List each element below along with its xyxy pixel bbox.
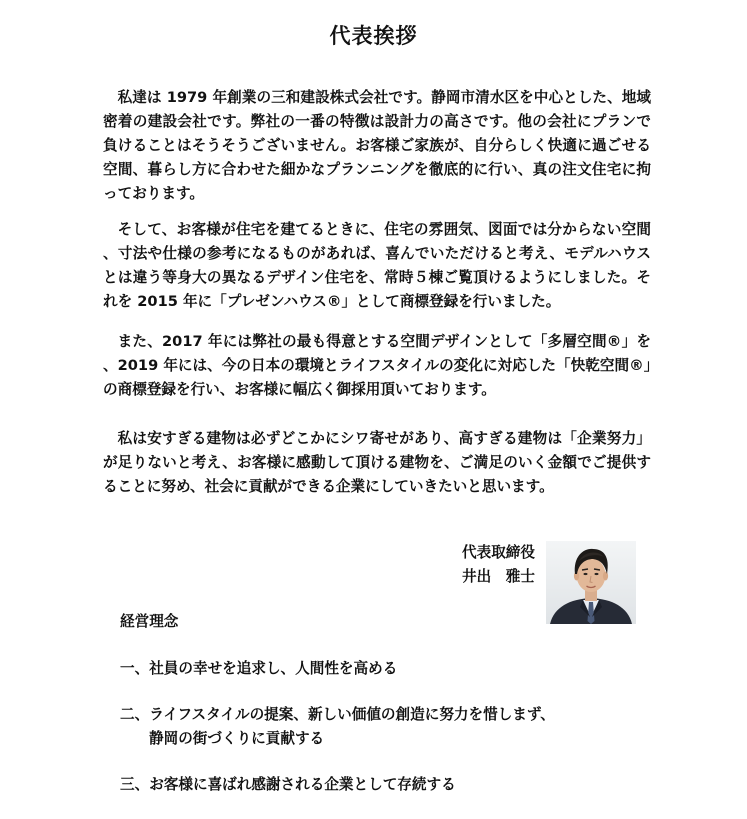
philosophy-heading: 経営理念 — [120, 613, 179, 630]
philosophy-item — [120, 773, 620, 797]
philosophy-item-text: 三、お客様に喜ばれ感謝される企業として存続する — [120, 776, 456, 793]
greeting-paragraph: そして、お客様が住宅を建てるときに、住宅の雰囲気、図面では分からない空間、寸法や仕様の参考になるものがあれば、喜んでいただけると考え、モデルハウスとは違う等身大の異なるデザイン住宅を、常時５棟ご覧頂けるようにしました。それを 2015 年に「プレゼンハウス®」として商標登録を行いました。 — [103, 221, 651, 310]
philosophy-item-text: 二、ライフスタイルの提案、新しい価値の創造に努力を惜しまず、 — [120, 706, 555, 723]
page-title: 代表挨拶 — [329, 24, 418, 48]
greeting-paragraph: 私達は 1979 年創業の三和建設株式会社です。静岡市清水区を中心とした、地域密着の建設会社です。弊社の一番の特徴は設計力の高さです。他の会社にプランで負けることはそうそうございません。お客様ご家族が、自分らしく快適に過ごせる空間、暮らし方に合わせた細かなプランニングを徹底的に行い、真の注文住宅に拘っております。 — [103, 89, 651, 202]
management-philosophy — [120, 610, 620, 819]
philosophy-item — [120, 657, 620, 681]
greeting-paragraph: また、2017 年には弊社の最も得意とする空間デザインとして「多層空間®」を、2019 年には、今の日本の環境とライフスタイルの変化に対応した「快乾空間®」の商標登録を行い、お客様に幅広く御採用頂いております。 — [103, 333, 651, 398]
signature-role: 代表取締役 — [462, 544, 535, 561]
greeting-paragraph: 私は安すぎる建物は必ずどこかにシワ寄せがあり、高すぎる建物は「企業努力」が足りないと考え、お客様に感動して頂ける建物を、ご満足のいく金額でご提供することに努め、社会に貢献ができる企業にしていきたいと思います。 — [103, 430, 651, 495]
philosophy-item-continuation: 静岡の街づくりに貢献する — [149, 730, 325, 747]
philosophy-item — [120, 703, 620, 751]
philosophy-item-text: 一、社員の幸せを追求し、人間性を高める — [120, 660, 398, 677]
signature-block — [462, 541, 535, 589]
signature-name: 井出 雅士 — [462, 568, 535, 585]
